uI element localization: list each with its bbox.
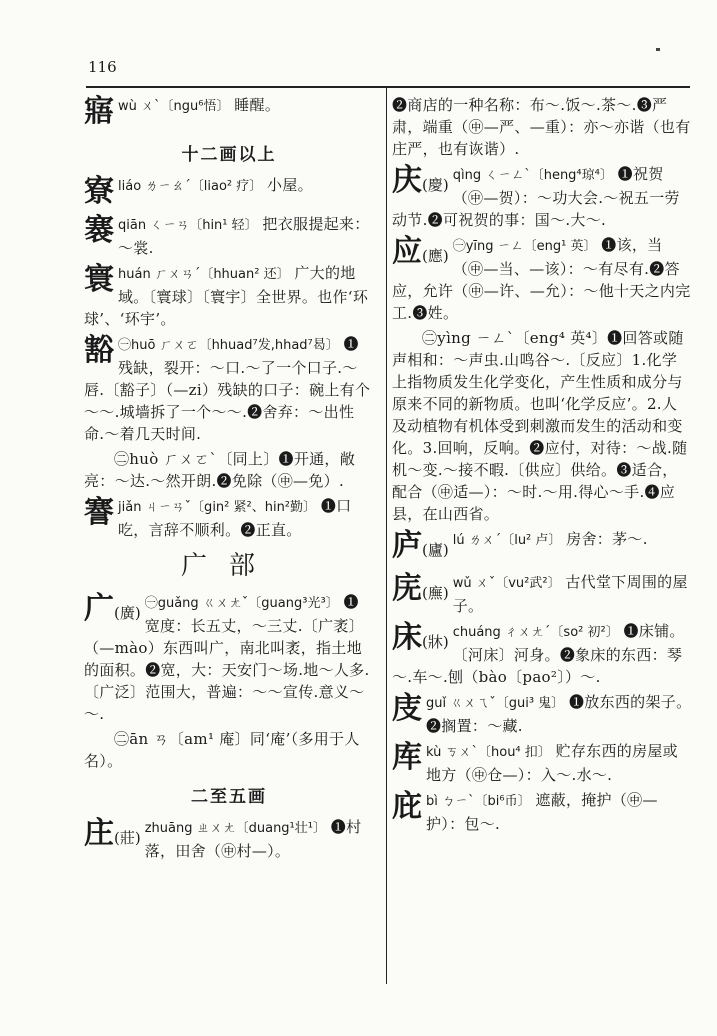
- traditional-form: (廡): [422, 584, 449, 602]
- headword: 庇: [392, 789, 422, 824]
- dict-entry: [392, 740, 692, 786]
- dict-entry: [392, 571, 692, 617]
- traditional-form: (莊): [114, 829, 141, 847]
- pronunciation: bì ㄅㄧˋ〔bi⁶币〕: [426, 794, 531, 809]
- pronunciation: ㊀huō ㄏㄨㄛ〔hhuad⁷发,hhad⁷曷〕: [118, 338, 339, 353]
- definition: ❶村落，田舍（㊥村—）。: [144, 818, 362, 860]
- dict-entry: [84, 591, 374, 725]
- pronunciation: zhuāng ㄓㄨㄤ〔duang¹壮¹〕: [144, 821, 326, 836]
- dict-subentry: ㊁huò ㄏㄨㄛˋ〔同上〕❶开通，敞亮：～达.～然开朗.❷免除（㊥—免）.: [84, 450, 356, 490]
- dict-entry: [84, 495, 374, 541]
- right-column: [392, 94, 692, 838]
- definition: ❶残缺，裂开：～口.～了一个口子.～唇.〔豁子〕（—zi）残缺的口子：碗上有个～～.城墙拆了一个～～.❷舍弃：～出性命.～着几天时间.: [84, 335, 371, 443]
- dict-subentry: ㊁yìng ㄧㄥˋ〔eng⁴ 英⁴〕❶回答或随声相和：～声虫.山鸣谷～.〔反应〕1.化学上指物质发生化学变化，产生性质和成分与原来不同的新物质。也叫‘化学反应’。2.人及动植物有机体受到刺激而发生的活动和变化。3.回响，反响。❷应付，对待：～战.随机～变.～接不暇.〔供应〕供给。❸适合，配合（㊥适—）：～时.～用.得心～手.❹应县，在山西省。: [392, 329, 688, 523]
- dict-entry: [84, 213, 374, 259]
- headword: 应(應): [392, 234, 449, 269]
- traditional-form: (應): [422, 247, 449, 265]
- pronunciation: ㊀yīng ㄧㄥ〔eng¹ 英〕: [452, 239, 597, 254]
- pronunciation: jiǎn ㄐㄧㄢˇ〔gin² 紧²、hin²勤〕: [118, 500, 317, 515]
- pronunciation: guǐ ㄍㄨㄟˇ〔gui³ 鬼〕: [426, 696, 565, 711]
- header-rule: [86, 86, 690, 88]
- pronunciation: huán ㄏㄨㄢˊ〔hhuan² 还〕: [118, 267, 290, 282]
- definition: 睡醒。: [234, 96, 281, 114]
- definition: 遮蔽，掩护（㊥—护）：包～.: [426, 791, 658, 833]
- headword: 库: [392, 740, 422, 775]
- stroke-heading: 十二画以上: [181, 145, 277, 165]
- dict-entry: [84, 94, 374, 130]
- page-number: 116: [88, 58, 117, 76]
- left-column: [84, 94, 374, 865]
- speck: [656, 48, 660, 51]
- dict-entry: [84, 333, 374, 445]
- pronunciation: kù ㄎㄨˋ〔hou⁴ 扣〕: [426, 745, 551, 760]
- definition: 古代堂下周围的屋子。: [452, 573, 688, 615]
- headword: 广(廣): [84, 591, 141, 626]
- traditional-form: (廣): [114, 604, 141, 622]
- headword: 床(牀): [392, 620, 449, 655]
- definition: ❶该，当（㊥—当、—该）：～有尽有.❷答应，允许（㊥—许、—允）：～他十天之内完工.❸姓。: [392, 236, 691, 322]
- traditional-form: (牀): [422, 633, 449, 651]
- traditional-form: (廬): [422, 541, 449, 559]
- headword: 寮: [84, 174, 114, 209]
- dict-subentry: ㊁ān ㄢ〔am¹ 庵〕同‘庵’（多用于人名）。: [84, 730, 360, 770]
- headword: 庑(廡): [392, 571, 449, 606]
- headword: 謇: [84, 495, 114, 530]
- pronunciation: ㊀guǎng ㄍㄨㄤˇ〔guang³光³〕: [144, 596, 339, 611]
- headword: 庆(慶): [392, 163, 449, 198]
- stroke-heading: 二至五画: [191, 787, 267, 807]
- dict-entry: [84, 816, 374, 862]
- definition: ❶床铺。〔河床〕河身。❷象床的东西：琴～.车～.刨（bào〔pao²〕）～.: [392, 622, 685, 686]
- headword: 褰: [84, 213, 114, 248]
- dict-entry: [392, 620, 692, 688]
- column-divider: [386, 86, 387, 984]
- pronunciation: liáo ㄌㄧㄠˊ〔liao² 疗〕: [118, 179, 263, 194]
- definition: 房舍：茅～.: [566, 530, 648, 548]
- dict-entry: [392, 163, 692, 231]
- pronunciation: wù ㄨˋ〔ngu⁶悟〕: [118, 99, 230, 114]
- traditional-form: (慶): [422, 176, 449, 194]
- headword: 庄(莊): [84, 816, 141, 851]
- definition: ❶放东西的架子。❷搁置：～藏.: [426, 693, 692, 735]
- definition: 小屋。: [267, 176, 313, 194]
- definition: ❶口吃，言辞不顺利。❷正直。: [118, 497, 352, 539]
- pronunciation: chuáng ㄔㄨㄤˊ〔so² 初²〕: [452, 625, 619, 640]
- headword: 庐(廬): [392, 528, 449, 563]
- pronunciation: qiān ㄑㄧㄢ〔hin¹ 轻〕: [118, 218, 258, 233]
- dict-continuation: ❷商店的一种名称：布～.饭～.茶～.❸严肃，端重（㊥—严、—重）：亦～亦谐（也有庄严，也有诙谐）.: [392, 96, 691, 158]
- dict-entry: [392, 528, 692, 568]
- dict-entry: [84, 262, 374, 330]
- dict-entry: [392, 789, 692, 835]
- headword: 寤: [84, 94, 114, 129]
- dict-entry: [392, 691, 692, 737]
- headword: 寰: [84, 262, 114, 297]
- dict-entry: [84, 174, 374, 210]
- pronunciation: lú ㄌㄨˊ〔lu² 卢〕: [452, 533, 562, 548]
- definition: 广大的地域。〔寰球〕〔寰宇〕全世界。也作‘环球’、‘环宇’。: [84, 264, 369, 328]
- headword: 豁: [84, 333, 114, 368]
- definition: ❶祝贺（㊥—贺）：～功大会.～祝五一劳动节.❷可祝贺的事：国～.大～.: [392, 165, 680, 229]
- definition: ❶宽度：长五丈，～三丈.〔广袤〕（—mào）东西叫广，南北叫袤，指土地的面积。❷宽，大：天安门～场.地～人多.〔广泛〕范围大，普遍：～～宣传.意义～～.: [84, 593, 370, 723]
- definition: 把衣服提起来：～裳.: [118, 215, 370, 257]
- dict-entry: [392, 234, 692, 324]
- headword: 庋: [392, 691, 422, 726]
- definition: 贮存东西的房屋或地方（㊥仓—）：入～.水～.: [426, 742, 678, 784]
- radical-section-title: 广部: [180, 551, 277, 581]
- pronunciation: wǔ ㄨˇ〔vu²武²〕: [452, 576, 561, 591]
- pronunciation: qìng ㄑㄧㄥˋ〔heng⁴琼⁴〕: [452, 168, 613, 183]
